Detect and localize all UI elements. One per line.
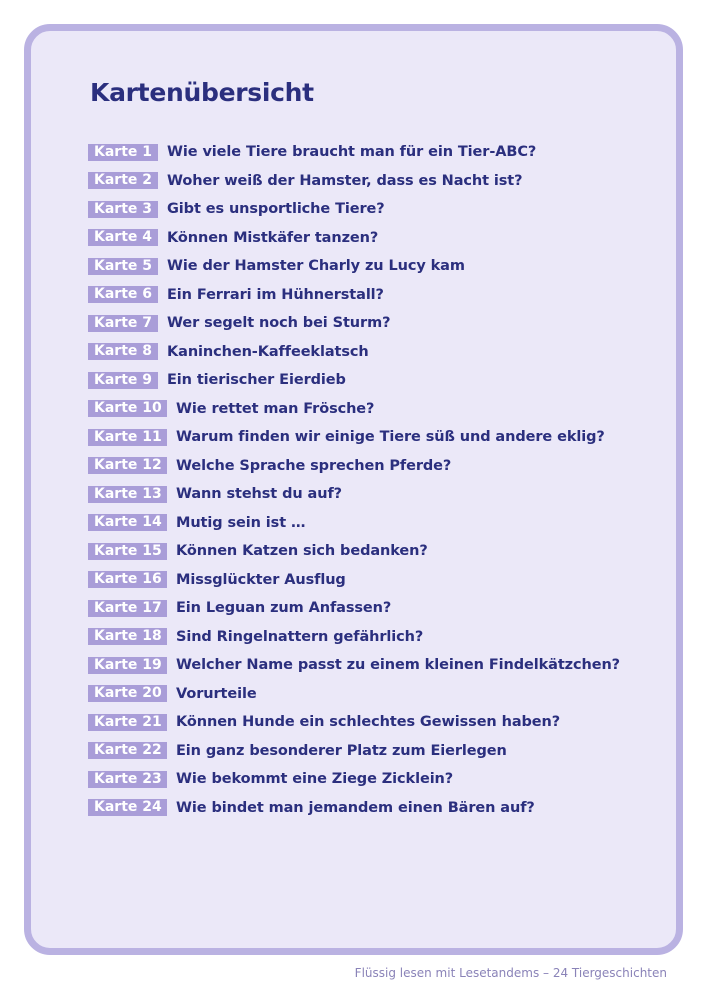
card-question: Ein ganz besonderer Platz zum Eierlegen xyxy=(176,742,507,759)
card-number-badge: Karte 23 xyxy=(88,771,167,788)
card-number-badge: Karte 2 xyxy=(88,172,158,189)
card-number-badge: Karte 10 xyxy=(88,400,167,417)
card-question: Kaninchen-Kaffeeklatsch xyxy=(167,343,369,360)
card-number-badge: Karte 11 xyxy=(88,429,167,446)
card-number-badge: Karte 19 xyxy=(88,657,167,674)
card-number-badge: Karte 24 xyxy=(88,799,167,816)
card-number-badge: Karte 9 xyxy=(88,372,158,389)
card-question: Warum finden wir einige Tiere süß und andere eklig? xyxy=(176,429,605,446)
card-list-item xyxy=(88,537,620,566)
card-list-item xyxy=(88,651,620,680)
card-question: Können Hunde ein schlechtes Gewissen haben? xyxy=(176,714,561,731)
card-list-item xyxy=(88,366,620,395)
card-question: Vorurteile xyxy=(176,685,257,702)
card-question: Wie rettet man Frösche? xyxy=(176,400,375,417)
card-number-badge: Karte 13 xyxy=(88,486,167,503)
card-question: Mutig sein ist … xyxy=(176,514,306,531)
card-list-item xyxy=(88,252,620,281)
card-question: Können Katzen sich bedanken? xyxy=(176,543,428,560)
card-question: Wie bekommt eine Ziege Zicklein? xyxy=(176,771,454,788)
card-list-item xyxy=(88,737,620,766)
card-number-badge: Karte 17 xyxy=(88,600,167,617)
card-number-badge: Karte 18 xyxy=(88,628,167,645)
card-question: Können Mistkäfer tanzen? xyxy=(167,229,379,246)
card-list-item xyxy=(88,680,620,709)
card-question: Welche Sprache sprechen Pferde? xyxy=(176,457,452,474)
card-question: Gibt es unsportliche Tiere? xyxy=(167,201,385,218)
card-list-item xyxy=(88,765,620,794)
card-number-badge: Karte 5 xyxy=(88,258,158,275)
card-question: Wie bindet man jemandem einen Bären auf? xyxy=(176,799,535,816)
card-question: Ein Ferrari im Hühnerstall? xyxy=(167,286,384,303)
page-title: Kartenübersicht xyxy=(90,78,314,107)
card-list-item xyxy=(88,167,620,196)
card-question: Ein Leguan zum Anfassen? xyxy=(176,600,392,617)
card-list-item xyxy=(88,338,620,367)
card-number-badge: Karte 3 xyxy=(88,201,158,218)
card-list-item xyxy=(88,138,620,167)
card-question: Wann stehst du auf? xyxy=(176,486,342,503)
card-number-badge: Karte 1 xyxy=(88,144,158,161)
card-question: Wer segelt noch bei Sturm? xyxy=(167,315,391,332)
card-number-badge: Karte 15 xyxy=(88,543,167,560)
card-list xyxy=(88,138,620,822)
card-list-item xyxy=(88,594,620,623)
card-question: Ein tierischer Eierdieb xyxy=(167,372,346,389)
card-list-item xyxy=(88,224,620,253)
card-question: Missglückter Ausflug xyxy=(176,571,346,588)
card-question: Woher weiß der Hamster, dass es Nacht ist? xyxy=(167,172,523,189)
card-list-item xyxy=(88,423,620,452)
card-list-item xyxy=(88,566,620,595)
card-number-badge: Karte 8 xyxy=(88,343,158,360)
card-question: Sind Ringelnattern gefährlich? xyxy=(176,628,424,645)
card-number-badge: Karte 21 xyxy=(88,714,167,731)
card-number-badge: Karte 7 xyxy=(88,315,158,332)
card-number-badge: Karte 6 xyxy=(88,286,158,303)
card-question: Wie der Hamster Charly zu Lucy kam xyxy=(167,258,465,275)
card-list-item xyxy=(88,281,620,310)
card-number-badge: Karte 4 xyxy=(88,229,158,246)
card-question: Wie viele Tiere braucht man für ein Tier-ABC? xyxy=(167,144,537,161)
card-number-badge: Karte 22 xyxy=(88,742,167,759)
card-list-item xyxy=(88,309,620,338)
card-list-item xyxy=(88,708,620,737)
card-number-badge: Karte 12 xyxy=(88,457,167,474)
card-number-badge: Karte 14 xyxy=(88,514,167,531)
footer: Flüssig lesen mit Lesetandems – 24 Tiergeschichten xyxy=(354,966,667,980)
card-list-item xyxy=(88,623,620,652)
card-number-badge: Karte 16 xyxy=(88,571,167,588)
card-list-item xyxy=(88,195,620,224)
card-list-item xyxy=(88,509,620,538)
card-list-item xyxy=(88,480,620,509)
card-list-item xyxy=(88,452,620,481)
card-list-item xyxy=(88,395,620,424)
card-number-badge: Karte 20 xyxy=(88,685,167,702)
card-question: Welcher Name passt zu einem kleinen Findelkätzchen? xyxy=(176,657,620,674)
card-list-item xyxy=(88,794,620,823)
